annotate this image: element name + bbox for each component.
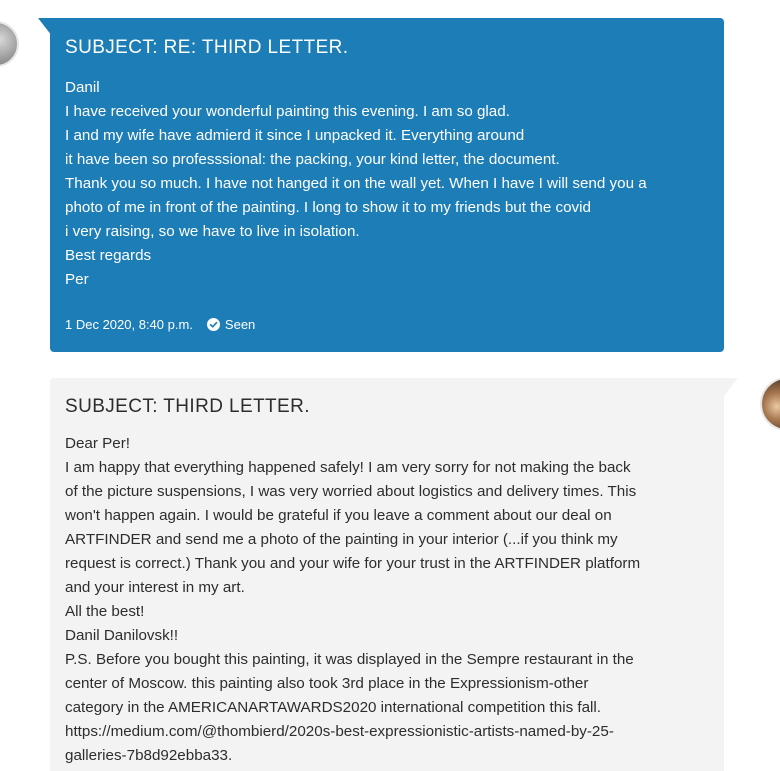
message-line: Danil: [65, 79, 100, 96]
message-line: category in the AMERICANARTAWARDS2020 international competition this fall.: [65, 699, 602, 716]
message-line: Danil Danilovsk!!: [65, 627, 179, 644]
message-link-line[interactable]: galleries-7b8d92ebba33.: [65, 747, 233, 764]
sent-message-subject: SUBJECT: RE: THIRD LETTER.: [65, 37, 349, 58]
recipient-avatar[interactable]: [760, 377, 780, 431]
message-line: and your interest in my art.: [65, 579, 245, 596]
message-line: center of Moscow. this painting also took 3rd place in the Expressionism-other: [65, 675, 589, 692]
message-line: Thank you so much. I have not hanged it on the wall yet. When I have I will send you a: [65, 175, 647, 192]
message-line: i very raising, so we have to live in isolation.: [65, 223, 360, 240]
seen-label: Seen: [224, 317, 256, 332]
sent-message-bubble: [50, 18, 724, 352]
message-line: All the best!: [65, 603, 145, 620]
message-line: request is correct.) Thank you and your wife for your trust in the ARTFINDER platform: [65, 555, 641, 572]
message-line: I and my wife have admierd it since I unpacked it. Everything around: [65, 127, 525, 144]
received-bubble-tail: [724, 378, 738, 396]
message-line: I have received your wonderful painting this evening. I am so glad.: [65, 103, 510, 120]
message-meta: [65, 317, 255, 332]
message-line: of the picture suspensions, I was very worried about logistics and delivery times. This: [65, 483, 637, 500]
message-line: P.S. Before you bought this painting, it was displayed in the Sempre restaurant in the: [65, 651, 634, 668]
received-message-subject: SUBJECT: THIRD LETTER.: [65, 396, 310, 417]
message-line: Best regards: [65, 247, 152, 264]
message-link-line[interactable]: https://medium.com/@thombierd/2020s-best-expressionistic-artists-named-by-25-: [65, 723, 614, 740]
sender-avatar[interactable]: [0, 21, 19, 67]
message-line: I am happy that everything happened safely! I am very sorry for not making the back: [65, 459, 631, 476]
sent-message-body: [65, 76, 709, 292]
check-circle-icon: [207, 318, 220, 331]
message-line: Per: [65, 271, 89, 288]
received-message-body: [65, 432, 709, 768]
message-line: Dear Per!: [65, 435, 130, 452]
received-message-bubble: [50, 378, 724, 771]
seen-status: [207, 317, 255, 332]
message-line: won't happen again. I would be grateful if you leave a comment about our deal on: [65, 507, 612, 524]
message-line: ARTFINDER and send me a photo of the painting in your interior (...if you think my: [65, 531, 618, 548]
message-line: photo of me in front of the painting. I long to show it to my friends but the covid: [65, 199, 591, 216]
message-timestamp: 1 Dec 2020, 8:40 p.m.: [65, 317, 193, 332]
message-line: it have been so professsional: the packing, your kind letter, the document.: [65, 151, 560, 168]
